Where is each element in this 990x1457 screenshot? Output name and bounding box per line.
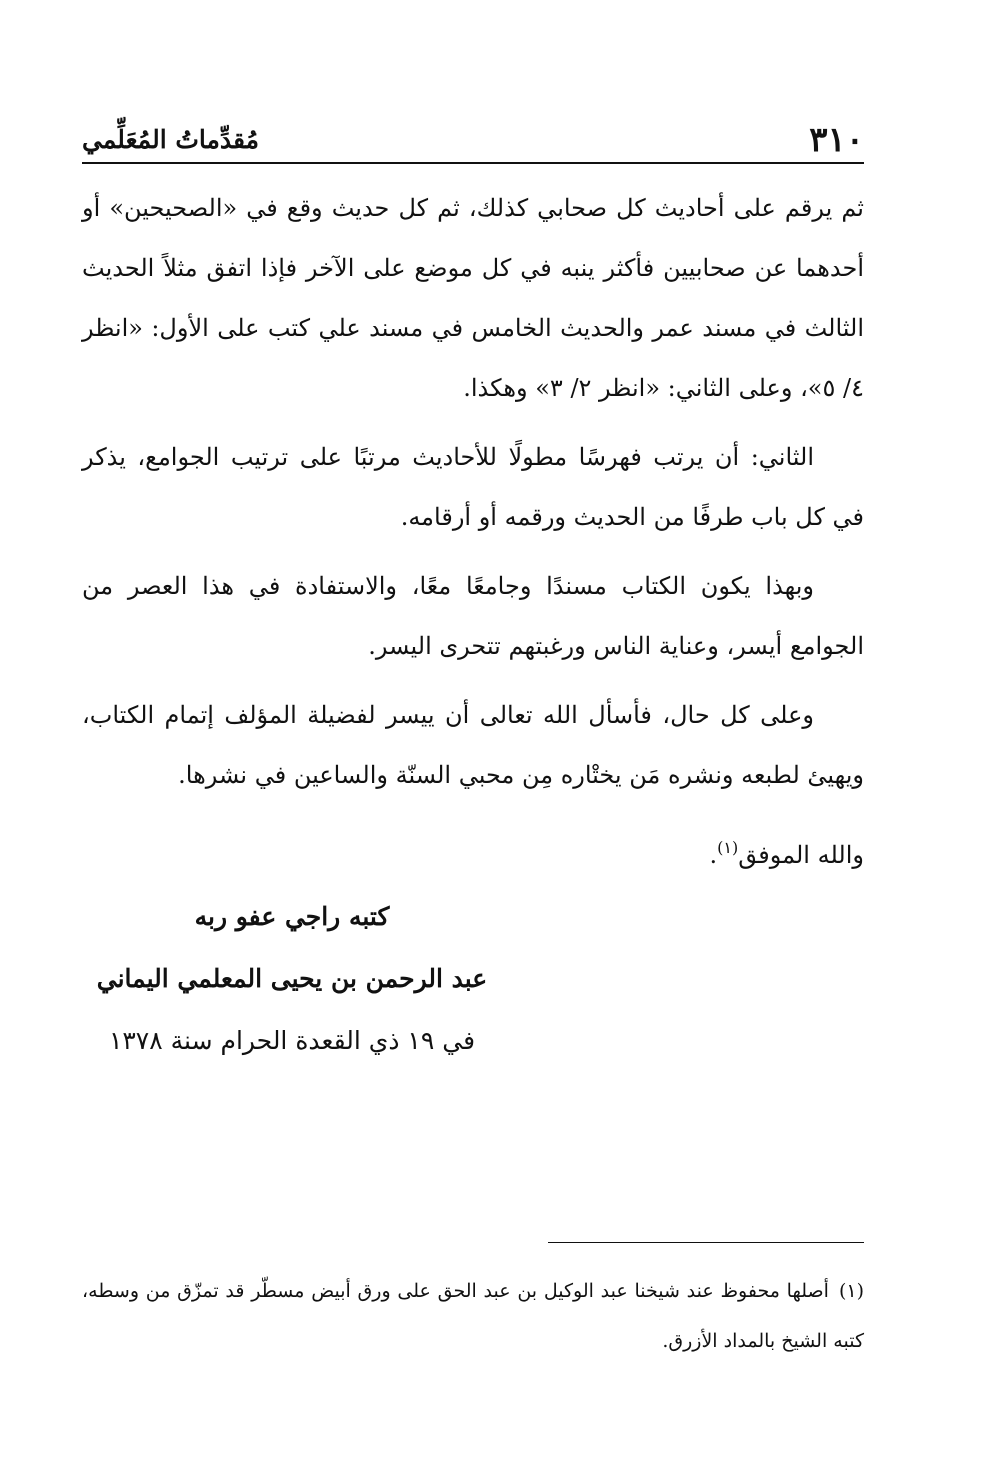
paragraph-4: وعلى كل حال، فأسأل الله تعالى أن ييسر لفضيلة المؤلف إتمام الكتاب، ويهيئ لطبعه ونشره مَن يختْاره مِن محبي السنّة والساعين في نشرها. <box>82 701 864 789</box>
paragraph-3: وبهذا يكون الكتاب مسندًا وجامعًا معًا، والاستفادة في هذا العصر من الجوامع أيسر، وعناية الناس ورغبتهم تتحرى اليسر. <box>82 572 864 660</box>
closing-text: والله الموفق <box>738 841 864 869</box>
footnote-divider <box>548 1242 864 1243</box>
author-name: عبد الرحمن بن يحيى المعلمي اليماني <box>96 964 488 993</box>
signature-line-1: كتبه راجي عفو ربه <box>194 902 390 931</box>
running-header <box>82 112 864 160</box>
paragraph-1: ثم يرقم على أحاديث كل صحابي كذلك، ثم كل حديث وقع في «الصحيحين» أو أحدهما عن صحابيين فأكثر ينبه في كل موضع على الآخر فإذا اتفق مثلاً الحديث الثالث في مسند عمر والحديث الخامس في مسند علي كتب على الأول: «انظر ٤/ ٥»، وعلى الثاني: «انظر ٢/ ٣» وهكذا. <box>82 194 864 402</box>
footnote-reference: (١) <box>717 838 739 857</box>
book-title: مُقدِّماتُ المُعَلِّمي <box>82 125 260 154</box>
main-text <box>82 178 864 814</box>
page-number: ٣١٠ <box>809 120 864 160</box>
paragraph-2: الثاني: أن يرتب فهرسًا مطولًا للأحاديث مرتبًا على ترتيب الجوامع، يذكر في كل باب طرفًا من الحديث ورقمه أو أرقامه. <box>82 443 864 531</box>
footnote-marker: (١) <box>838 1280 864 1302</box>
footnote <box>82 1266 864 1366</box>
signature-date: في ١٩ ذي القعدة الحرام سنة ١٣٧٨ <box>108 1026 476 1055</box>
signature-block <box>82 886 502 1072</box>
footnote-text: أصلها محفوظ عند شيخنا عبد الوكيل بن عبد الحق على ورق أبيض مسطّر قد تمزّق من وسطه، كتبه الشيخ بالمداد الأزرق. <box>82 1280 864 1352</box>
closing-period: . <box>709 841 718 869</box>
closing-line <box>710 818 865 885</box>
header-divider <box>82 162 864 164</box>
